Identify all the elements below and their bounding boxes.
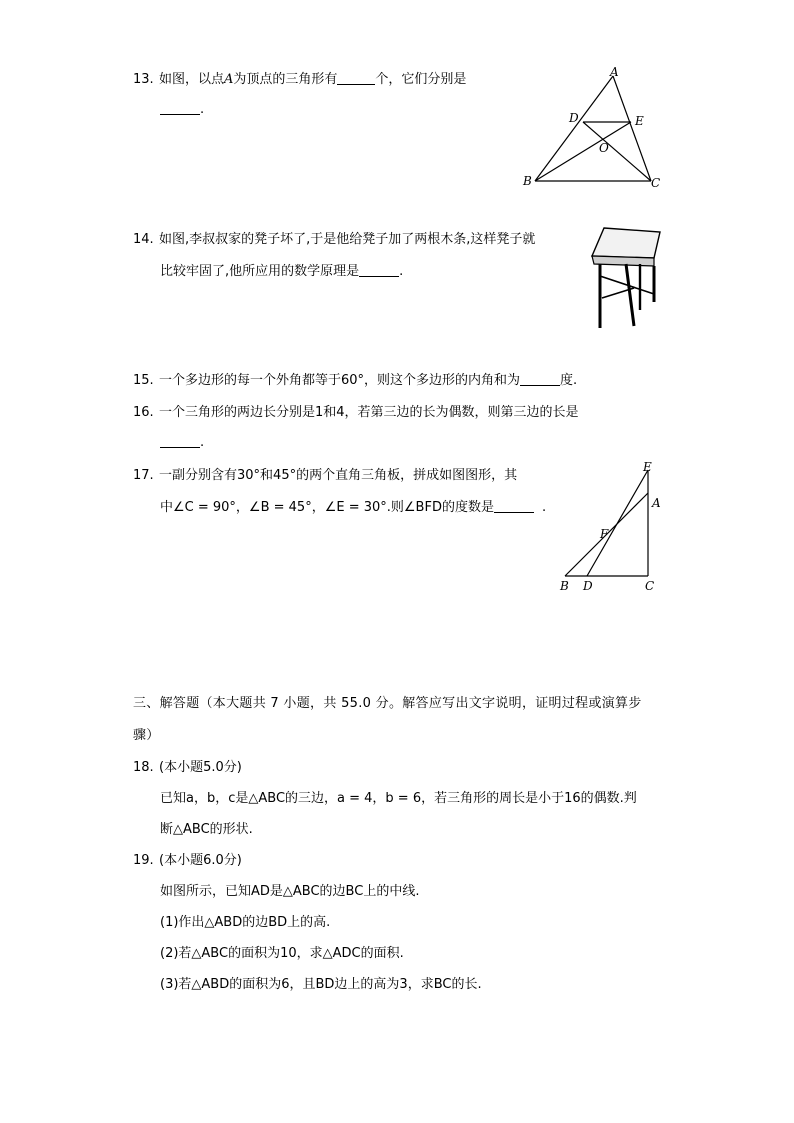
q17-label-f: F: [600, 527, 609, 541]
q13-blank-2[interactable]: [160, 100, 200, 115]
q16-line1: [133, 401, 579, 420]
q17-number: 17.: [133, 468, 154, 483]
q13-line2: [160, 100, 204, 117]
q14-text-1: 如图,李叔叔家的凳子坏了,于是他给凳子加了两根木条,这样凳子就: [159, 232, 536, 247]
q15-blank[interactable]: [520, 371, 560, 386]
q16-text-1: 一个三角形的两边长分别是1和4，若第三边的长为偶数，则第三边的长是: [159, 405, 579, 420]
section-3-heading-line2: 骤）: [133, 728, 160, 743]
q16-number: 16.: [133, 405, 154, 420]
q19-header: [133, 849, 242, 868]
q15-text-post: 度.: [560, 373, 578, 388]
q15-text-pre: 一个多边形的每一个外角都等于60°，则这个多边形的内角和为: [159, 373, 521, 388]
q17-line1: [133, 464, 517, 483]
q18-text-2: 断△ABC的形状.: [160, 822, 253, 837]
q16-blank[interactable]: [160, 433, 200, 448]
q14-line2: [160, 260, 403, 279]
q14-blank[interactable]: [359, 262, 399, 277]
q19-part-3: (3)若△ABD的面积为6，且BD边上的高为3，求BC的长.: [160, 977, 482, 992]
q13-label-b: B: [523, 174, 532, 188]
q13-text-pre: 如图，以点: [159, 72, 225, 87]
q17-triangle-figure: [555, 458, 675, 598]
q13-point: A: [224, 72, 234, 87]
q17-text-1: 一副分别含有30°和45°的两个直角三角板，拼成如图图形，其: [159, 468, 518, 483]
q13-triangle-figure: [515, 62, 675, 194]
q13-end: .: [200, 102, 205, 117]
q16-line2: [160, 433, 204, 450]
q14-stool-figure: [588, 224, 668, 332]
q13-blank-1[interactable]: [337, 70, 375, 85]
q14-number: 14.: [133, 232, 154, 247]
q14-text-2: 比较牢固了,他所应用的数学原理是: [160, 264, 360, 279]
q17-line2: [160, 496, 546, 515]
q19-part-2: (2)若△ABC的面积为10，求△ADC的面积.: [160, 946, 404, 961]
q17-label-b: B: [560, 579, 569, 593]
q17-end: .: [541, 500, 547, 515]
q19-text-1: 如图所示，已知AD是△ABC的边BC上的中线.: [160, 884, 420, 899]
q13-number: 13.: [133, 72, 154, 87]
q17-label-d: D: [583, 579, 593, 593]
q18-number: 18.: [133, 760, 154, 775]
q15-line: [133, 369, 577, 388]
q13-label-c: C: [651, 176, 661, 190]
q13-line1: [133, 68, 466, 87]
q13-text-post: 个，它们分别是: [375, 72, 467, 87]
section-3-heading-line1: 三、解答题（本大题共 7 小题，共 55.0 分。解答应写出文字说明，证明过程或演算步: [133, 696, 642, 711]
q18-text-1: 已知a，b，c是△ABC的三边，a = 4，b = 6，若三角形的周长是小于16的偶数.判: [160, 791, 637, 806]
q14-line1: [133, 228, 535, 247]
q19-part-1: (1)作出△ABD的边BD上的高.: [160, 915, 331, 930]
q18-score: (本小题5.0分): [159, 760, 242, 775]
q17-text-2: 中∠C = 90°，∠B = 45°，∠E = 30°.则∠BFD的度数是: [160, 500, 494, 515]
q13-label-o: O: [599, 141, 609, 155]
q13-text-mid: 为顶点的三角形有: [233, 72, 338, 87]
q13-label-e: E: [635, 114, 644, 128]
q13-label-a: A: [610, 65, 619, 79]
q17-label-e: E: [643, 460, 652, 474]
q17-label-c: C: [645, 579, 655, 593]
q17-label-a: A: [652, 496, 661, 510]
q17-blank[interactable]: [494, 498, 534, 513]
q13-label-d: D: [569, 111, 579, 125]
q18-header: [133, 756, 242, 775]
q16-end: .: [200, 435, 205, 450]
q15-number: 15.: [133, 373, 154, 388]
q19-number: 19.: [133, 853, 154, 868]
q14-end: .: [399, 264, 404, 279]
q19-score: (本小题6.0分): [159, 853, 242, 868]
